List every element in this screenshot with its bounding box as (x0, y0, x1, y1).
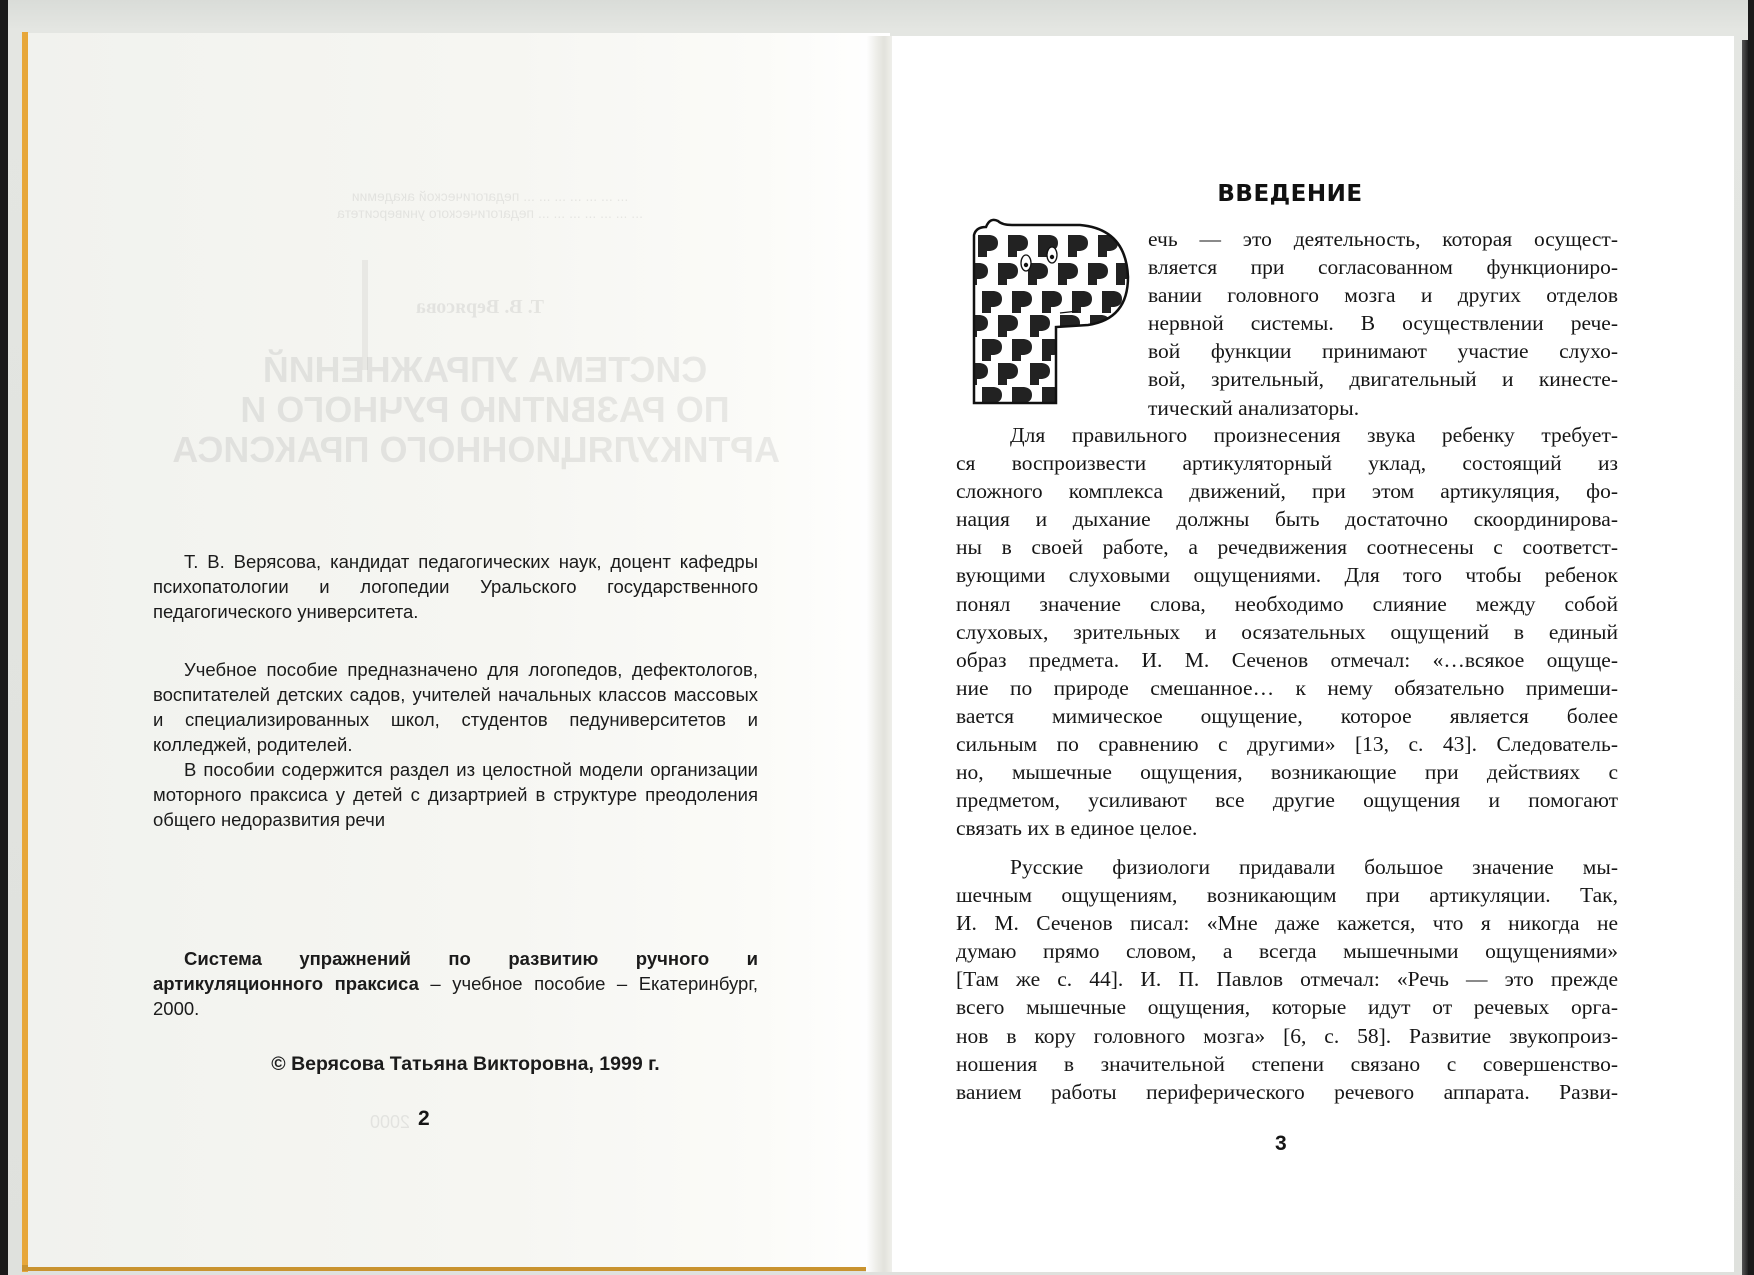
text-line: сложного комплекса движений, при этом артикуляция, фо- (956, 479, 1618, 504)
text-line: вой функции принимают участие слухо- (1148, 339, 1618, 364)
dropcap-polka-p-icon (968, 215, 1130, 407)
copyright-line: © Верясова Татьяна Викторовна, 1999 г. (271, 1053, 660, 1075)
purpose-paragraph: В пособии содержится раздел из целостной модели организации моторного праксиса у детей с дизартрией в структуре преодоления общего недоразвития речи (153, 759, 758, 830)
bibliographic-record (153, 946, 758, 1021)
text-line: вующими слуховыми ощущениями. Для того чтобы ребенок (956, 563, 1618, 588)
bleed-line: ... ... ... ... ... ... ... педагогического университета (337, 205, 643, 221)
body-paragraph-1 (956, 421, 1618, 842)
text-line: вляется при согласованном функциониро- (1148, 255, 1618, 280)
text-line: предметом, усиливают все другие ощущения и помогают (956, 788, 1618, 813)
text-line: ношения в значительной степени связано с совершенство- (956, 1051, 1618, 1076)
intro-text (1148, 225, 1618, 422)
purpose-section (153, 657, 758, 832)
text-line: ся воспроизвести артикуляторный уклад, состоящий из (956, 451, 1618, 476)
text-line: тический анализаторы. (1148, 395, 1360, 420)
body-paragraph-2 (956, 853, 1618, 1106)
bleed-through-footer: 2000 (369, 1112, 411, 1132)
text-line: слуховых, зрительных и осязательных ощущений в единый (956, 619, 1618, 644)
bleed-through-header (200, 188, 780, 222)
text-line: ны в своей работе, а речедвижения соотнесены с соответст- (956, 535, 1618, 560)
text-line: всего мышечные ощущения, которые идут от речевых орга- (956, 995, 1618, 1020)
bleed-line: АРТИКУЛЯЦИОННОГО ПРАКСИСА (172, 429, 780, 470)
bleed-through-author: Т. В. Верясова (415, 296, 545, 318)
text-line: думаю прямо словом, а всегда мышечными ощущениями» (956, 939, 1618, 964)
author-note-text: Т. В. Верясова, кандидат педагогических наук, доцент кафедры психопатологии и логопедии Уральского государственного педагогического университета. (153, 551, 758, 622)
text-line: ванием работы периферического речевого аппарата. Разви- (956, 1079, 1618, 1104)
bibliographic-text (153, 946, 758, 1021)
text-line: [Там же с. 44]. И. П. Павлов отмечал: «Речь — это прежде (956, 967, 1618, 992)
text-line: Русские физиологи придавали большое значение мы- (1010, 855, 1618, 879)
bleed-through-title (172, 349, 780, 470)
text-line: образ предмета. И. М. Сеченов отмечал: «…всякое ощуще- (956, 647, 1618, 672)
text-line: шечным ощущениям, возникающим при артикуляции. Так, (956, 883, 1618, 908)
text-line: понял значение слова, необходимо слияние между собой (956, 591, 1618, 616)
bleed-line: ПО РАЗВИТИЮ РУЧНОГО И (240, 389, 730, 430)
section-heading: ВВЕДЕНИЕ (1217, 181, 1363, 207)
text-line: но, мышечные ощущения, возникающие при действиях с (956, 760, 1618, 785)
text-line: Для правильного произнесения звука ребенку требует- (1010, 423, 1618, 447)
book-title: Система упражнений по развитию ручного и артикуляционного праксиса (153, 948, 758, 994)
bleed-line: ... ... ... ... ... ... ... педагогической академии (351, 188, 629, 204)
purpose-paragraph: Учебное пособие предназначено для логопедов, дефектологов, воспитателей детских садов, учителей начальных классов массовых и специализированных школ, студентов педуниверситетов и колледжей, родителей. (153, 659, 758, 755)
text-line: вается мимическое ощущение, которое является более (956, 703, 1618, 728)
text-line: И. М. Сеченов писал: «Мне даже кажется, что я никогда не (956, 911, 1618, 936)
text-line: сильным по сравнению с другими» [13, с. 43]. Следователь- (956, 732, 1618, 757)
text-line: вании головного мозга и других отделов (1148, 283, 1618, 308)
text-line: нов в кору головного мозга» [6, с. 58]. Развитие звукопроиз- (956, 1023, 1618, 1048)
text-line: ечь — это деятельность, которая осущест- (1148, 227, 1618, 251)
text-line: ние по природе смешанное… к нему обязательно примеши- (956, 675, 1618, 700)
text-line: нация и дыхание должны быть достаточно скоординирова- (956, 507, 1618, 532)
book-details: – учебное пособие – Екатеринбург, 2000. (153, 973, 758, 1019)
text-line: нервной системы. В осуществлении рече- (1148, 311, 1618, 336)
page-number-right: 3 (1275, 1132, 1287, 1155)
bleed-line: СИСТЕМА УПРАЖНЕНИЙ (262, 349, 708, 390)
text-line: вой, зрительный, двигательный и кинесте- (1148, 367, 1618, 392)
page-number-left: 2 (418, 1107, 430, 1130)
text-line: связать их в единое целое. (956, 816, 1198, 841)
author-note (153, 549, 758, 624)
right-page-edge (1742, 40, 1748, 1275)
